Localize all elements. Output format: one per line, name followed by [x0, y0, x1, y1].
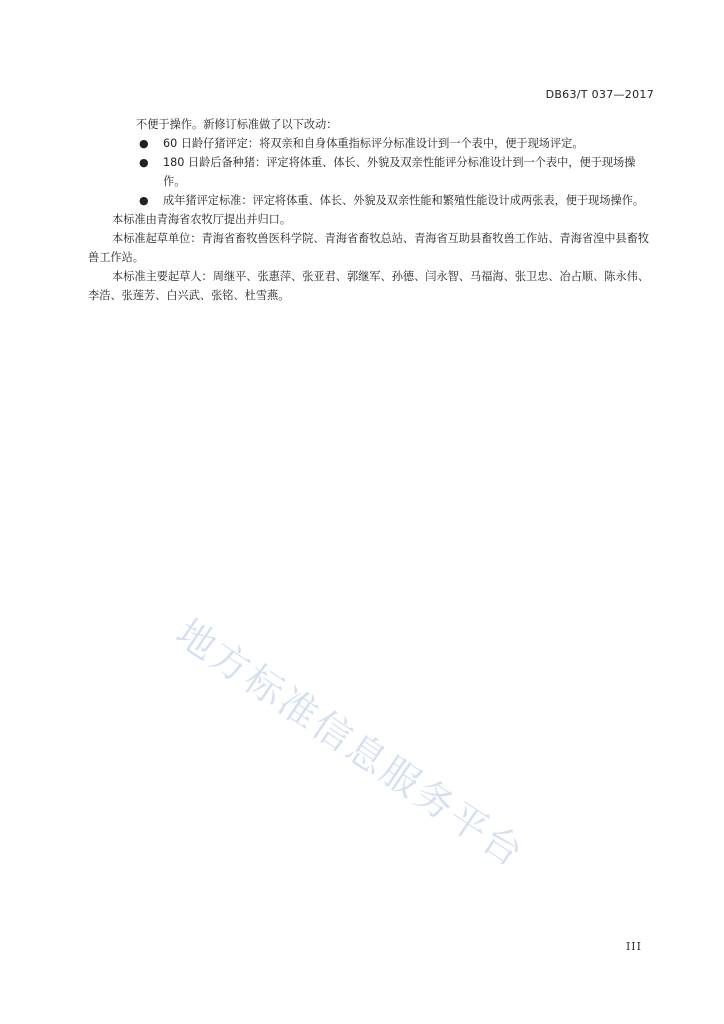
list-item-text: 成年猪评定标准：评定将体重、体长、外貌及双亲性能和繁殖性能设计成两张表，便于现场操作。: [163, 194, 645, 207]
watermark: 地方标准信息服务平台: [168, 610, 533, 877]
page-number: III: [625, 940, 642, 953]
list-item-text: 180 日龄后备种猪：评定将体重、体长、外貌及双亲性能评分标准设计到一个表中，便于现场操作。: [163, 156, 636, 188]
paragraph-drafting-units: 本标准起草单位：青海省畜牧兽医科学院、青海省畜牧总站、青海省互助县畜牧兽工作站、青海省湟中县畜牧兽工作站。: [88, 232, 650, 264]
list-item: [88, 153, 656, 191]
bullet-icon: ●: [139, 156, 149, 169]
paragraph-proposer: 本标准由青海省农牧厅提出并归口。: [112, 213, 292, 226]
document-code: DB63/T 037—2017: [545, 88, 654, 101]
paragraph-drafters: 本标准主要起草人：周继平、张惠萍、张亚君、郭继军、孙德、闫永智、马福海、张卫忠、冶占顺、陈永伟、李浩、张莲芳、白兴武、张铭、杜雪燕。: [88, 270, 650, 302]
list-item: [88, 134, 656, 153]
bullet-icon: ●: [139, 194, 149, 207]
bullet-icon: ●: [139, 137, 149, 150]
list-item: [88, 191, 656, 210]
page-content: [88, 115, 656, 305]
list-item-text: 60 日龄仔猪评定：将双亲和自身体重指标评分标准设计到一个表中，便于现场评定。: [163, 137, 584, 150]
lead-paragraph: 不便于操作。新修订标准做了以下改动：: [136, 118, 338, 131]
change-list: [88, 134, 656, 210]
